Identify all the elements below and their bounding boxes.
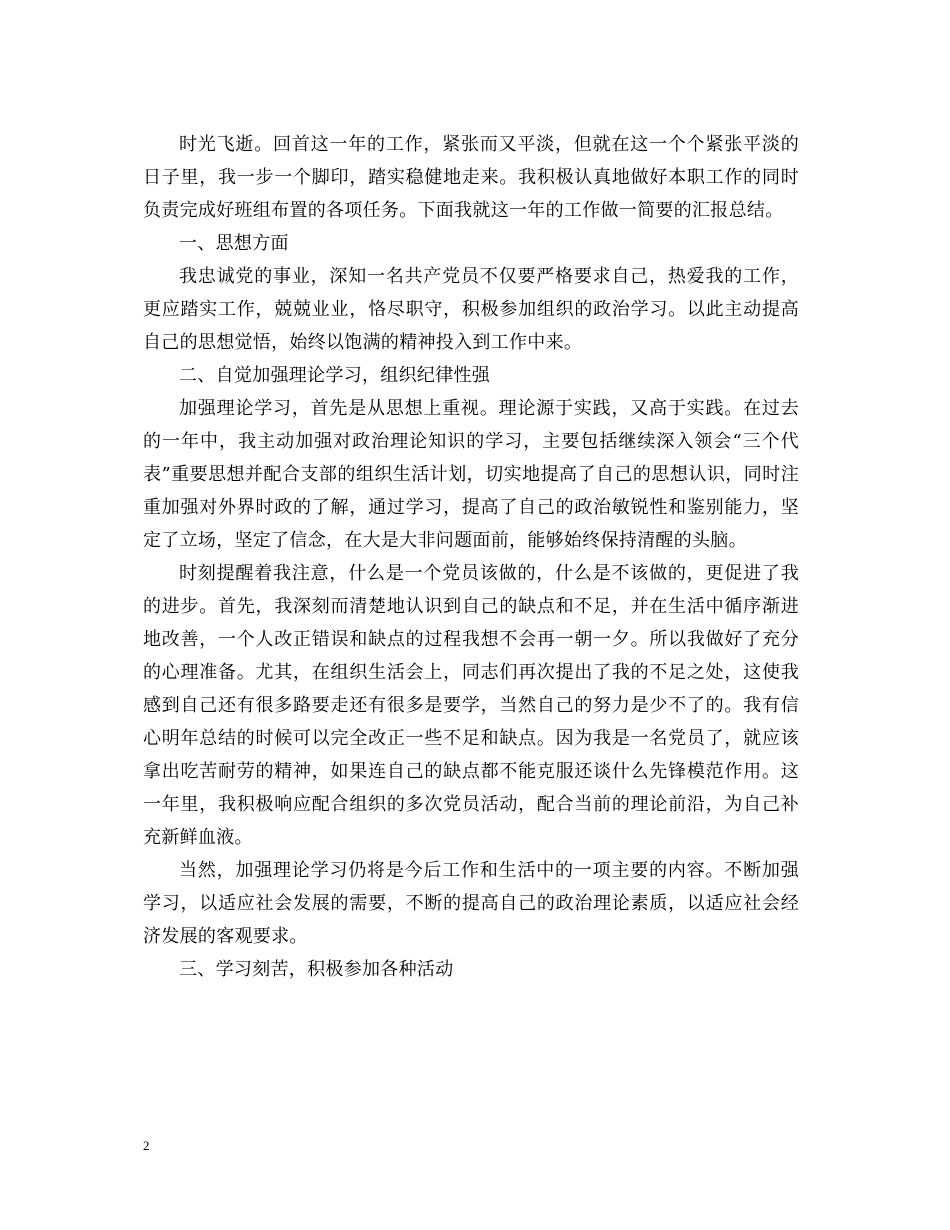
paragraph-ideology: 我忠诚党的事业，深知一名共产党员不仅要严格要求自己，热爱我的工作，更应踏实工作，兢兢业业，恪尽职守，积极参加组织的政治学习。以此主动提高自己的思想觉悟，始终以饱满的精神投入到工作中来。 <box>143 266 799 353</box>
paragraph-continued-study: 当然，加强理论学习仍将是今后工作和生活中的一项主要的内容。不断加强学习，以适应社会发展的需要，不断的提高自己的政治理论素质，以适应社会经济发展的客观要求。 <box>143 860 799 947</box>
paragraph-intro: 时光飞逝。回首这一年的工作，紧张而又平淡，但就在这一个个紧张平淡的日子里，我一步一个脚印，踏实稳健地走来。我积极认真地做好本职工作的同时负责完成好班组布置的各项任务。下面我就这一年的工作做一简要的汇报总结。 <box>143 134 799 221</box>
section-heading-1: 一、思想方面 <box>179 233 289 254</box>
page-number: 2 <box>143 1138 150 1153</box>
document-body <box>143 128 799 986</box>
paragraph-theory-study: 加强理论学习，首先是从思想上重视。理论源于实践，又高于实践。在过去的一年中，我主动加强对政治理论知识的学习，主要包括继续深入领会“三个代表”重要思想并配合支部的组织生活计划，切实地提高了自己的思想认识，同时注重加强对外界时政的了解，通过学习，提高了自己的政治敏锐性和鉴别能力，坚定了立场，坚定了信念，在大是大非问题面前，能够始终保持清醒的头脑。 <box>143 398 799 551</box>
paragraph-self-improvement: 时刻提醒着我注意，什么是一个党员该做的，什么是不该做的，更促进了我的进步。首先，我深刻而清楚地认识到自己的缺点和不足，并在生活中循序渐进地改善，一个人改正错误和缺点的过程我想不会再一朝一夕。所以我做好了充分的心理准备。尤其，在组织生活会上，同志们再次提出了我的不足之处，这使我感到自己还有很多路要走还有很多是要学，当然自己的努力是少不了的。我有信心明年总结的时候可以完全改正一些不足和缺点。因为我是一名党员了，就应该拿出吃苦耐劳的精神，如果连自己的缺点都不能克服还谈什么先锋模范作用。这一年里，我积极响应配合组织的多次党员活动，配合当前的理论前沿，为自己补充新鲜血液。 <box>143 563 799 848</box>
section-heading-3: 三、学习刻苦，积极参加各种活动 <box>179 959 454 980</box>
section-heading-2: 二、自觉加强理论学习，组织纪律性强 <box>179 365 491 386</box>
